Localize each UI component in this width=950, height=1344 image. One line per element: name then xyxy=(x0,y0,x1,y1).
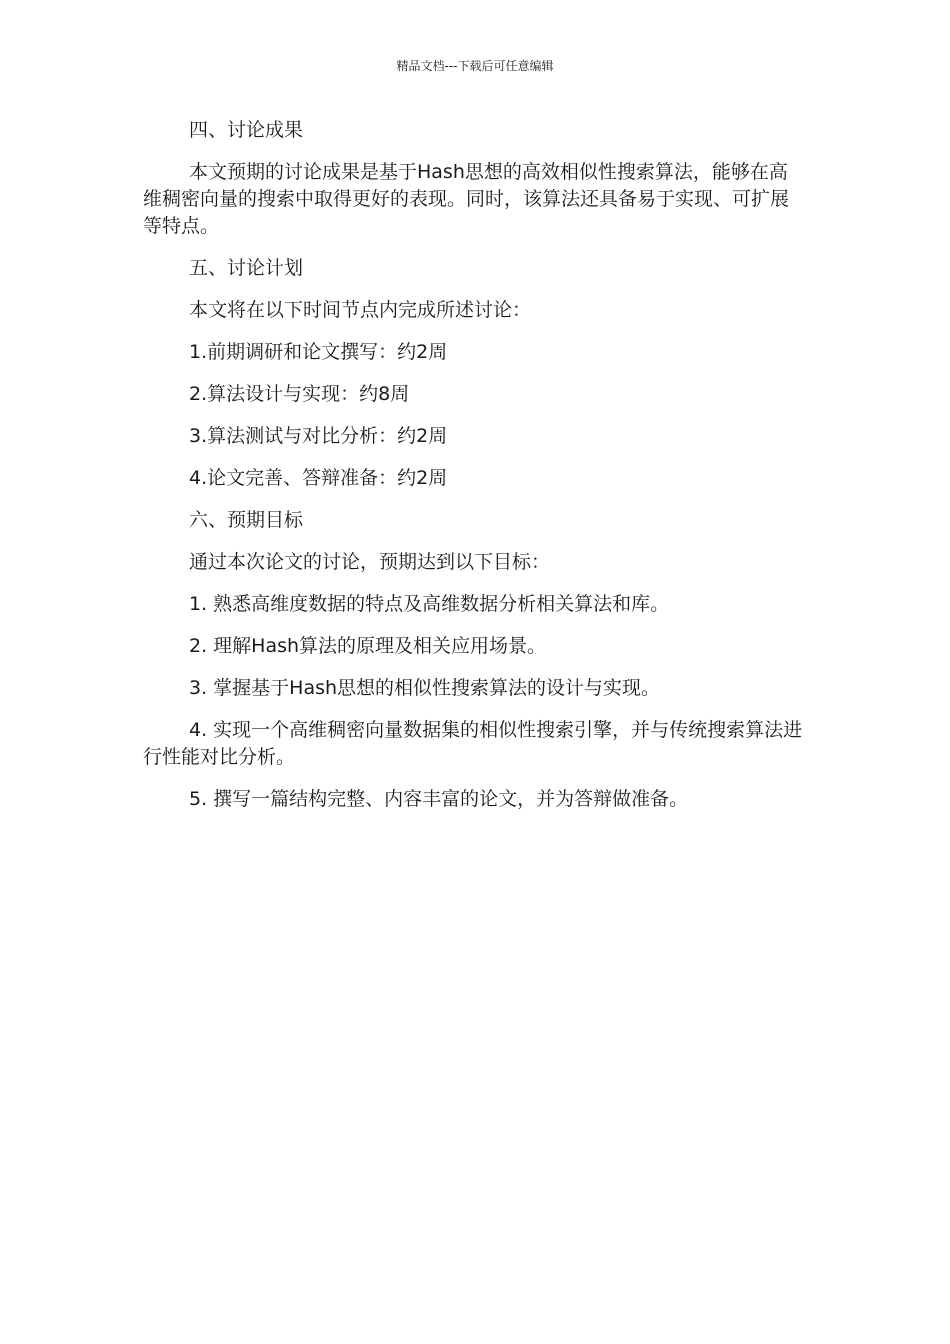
section-heading-goals: 六、预期目标 xyxy=(189,509,304,531)
section-heading-results: 四、讨论成果 xyxy=(189,119,304,141)
plan-item: 1.前期调研和论文撰写：约2周 xyxy=(189,341,448,363)
plan-intro: 本文将在以下时间节点内完成所述讨论： xyxy=(189,299,532,321)
results-paragraph: 本文预期的讨论成果是基于Hash思想的高效相似性搜索算法，能够在高维稠密向量的搜索中取得更好的表现。同时，该算法还具备易于实现、可扩展等特点。 xyxy=(143,161,790,237)
goals-intro: 通过本次论文的讨论，预期达到以下目标： xyxy=(189,551,551,573)
document-body xyxy=(143,117,803,813)
section-heading-plan: 五、讨论计划 xyxy=(189,257,304,279)
page-header: 精品文档---下载后可任意编辑 xyxy=(396,59,554,73)
goal-item: 1. 熟悉高维度数据的特点及高维数据分析相关算法和库。 xyxy=(189,593,670,615)
goal-item: 3. 掌握基于Hash思想的相似性搜索算法的设计与实现。 xyxy=(189,677,661,699)
goal-item: 4. 实现一个高维稠密向量数据集的相似性搜索引擎，并与传统搜索算法进行性能对比分析。 xyxy=(143,719,803,768)
plan-item: 2.算法设计与实现：约8周 xyxy=(189,383,410,405)
goal-item: 2. 理解Hash算法的原理及相关应用场景。 xyxy=(189,635,547,657)
goal-item: 5. 撰写一篇结构完整、内容丰富的论文，并为答辩做准备。 xyxy=(189,788,689,810)
plan-item: 3.算法测试与对比分析：约2周 xyxy=(189,425,448,447)
plan-item: 4.论文完善、答辩准备：约2周 xyxy=(189,467,448,489)
